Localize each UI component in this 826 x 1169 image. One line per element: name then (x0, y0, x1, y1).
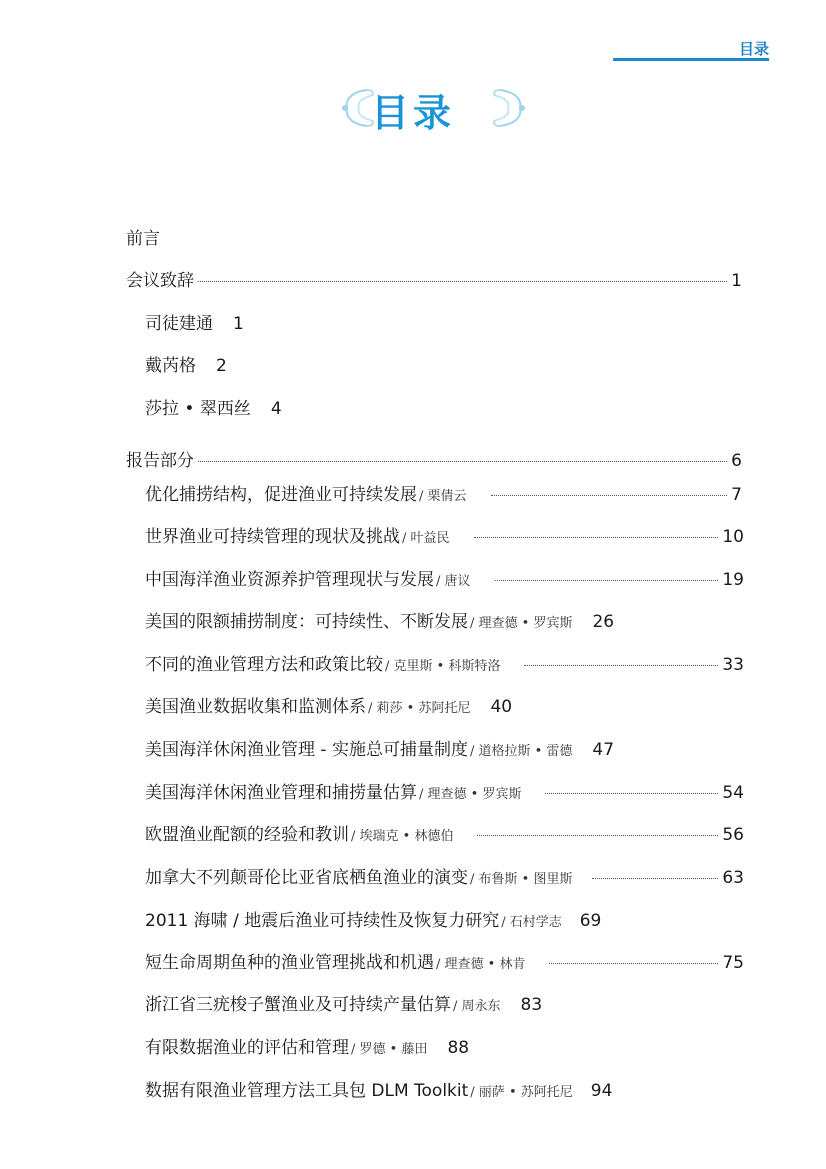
toc-entry-page: 1 (233, 314, 244, 334)
toc-entry-page: 2 (216, 356, 227, 376)
toc-entry[interactable] (145, 565, 744, 595)
dot-leader (477, 835, 718, 836)
toc-entry-author: / 莉莎 • 苏阿托尼 (368, 701, 471, 716)
toc-entry-page: 10 (722, 527, 744, 547)
toc-entry[interactable] (145, 863, 744, 893)
toc-entry-page: 88 (447, 1038, 470, 1058)
toc-entry-title: 欧盟渔业配额的经验和教训 (145, 825, 349, 845)
toc-entry-page: 75 (722, 953, 744, 973)
toc-entry[interactable] (145, 906, 601, 936)
toc-entry-title: 中国海洋渔业资源养护管理现状与发展 (145, 570, 434, 590)
dot-leader (474, 537, 719, 538)
toc-entry-title: 浙江省三疣梭子蟹渔业及可持续产量估算 (145, 995, 451, 1015)
toc-entry-title: 司徒建通 (145, 314, 213, 334)
toc-entry-title: 不同的渔业管理方法和政策比较 (145, 655, 383, 675)
toc-entry-page: 54 (722, 783, 744, 803)
toc-entry-author: / 丽萨 • 苏阿托尼 (470, 1085, 573, 1100)
toc-entry[interactable] (145, 778, 744, 808)
dot-leader (524, 665, 718, 666)
toc-entry-title: 报告部分 (126, 451, 194, 471)
toc-entry-title: 2011 海啸 / 地震后渔业可持续性及恢复力研究 (145, 911, 500, 931)
toc-entry-author: / 罗德 • 藤田 (351, 1042, 428, 1057)
toc-entry[interactable] (145, 1076, 612, 1106)
dot-leader (545, 793, 718, 794)
toc-entry[interactable] (145, 394, 282, 424)
toc-entry[interactable] (145, 309, 244, 339)
toc-entry[interactable] (145, 522, 744, 552)
toc-entry-author: / 理查德 • 罗宾斯 (419, 787, 522, 802)
toc-entry-author: / 埃瑞克 • 林德伯 (351, 829, 454, 844)
toc-entry-page: 7 (731, 485, 742, 505)
toc-entry-title: 美国渔业数据收集和监测体系 (145, 697, 366, 717)
toc-entry-page: 26 (592, 612, 615, 632)
toc-entry-page: 94 (590, 1081, 613, 1101)
toc-entry[interactable] (145, 480, 742, 510)
toc-entry[interactable] (145, 820, 744, 850)
toc-entry-title: 会议致辞 (126, 271, 194, 291)
toc-entry[interactable] (145, 351, 227, 381)
toc-entry-title: 优化捕捞结构，促进渔业可持续发展 (145, 485, 417, 505)
toc-entry-page: 40 (490, 697, 513, 717)
toc-entry-title: 莎拉 • 翠西丝 (145, 399, 251, 419)
toc-entry-title: 美国海洋休闲渔业管理 - 实施总可捕量制度 (145, 740, 468, 760)
toc-entry[interactable] (145, 948, 744, 978)
dot-leader (592, 878, 718, 879)
toc-entry[interactable] (145, 990, 542, 1020)
dot-leader (198, 281, 727, 282)
toc-entry-title: 加拿大不列颠哥伦比亚省底栖鱼渔业的演变 (145, 868, 468, 888)
toc-entry-author: / 栗倩云 (419, 489, 467, 504)
toc-entry-author: / 道格拉斯 • 雷德 (469, 744, 573, 759)
toc-entry-page: 47 (592, 740, 615, 760)
toc-entry-page: 33 (722, 655, 744, 675)
toc-entry-page: 19 (722, 570, 744, 590)
toc-entry-page: 1 (731, 271, 742, 291)
toc-entry[interactable] (145, 607, 614, 637)
toc-entry[interactable] (145, 735, 614, 765)
toc-entry-title: 美国海洋休闲渔业管理和捕捞量估算 (145, 783, 417, 803)
toc-entry-page: 69 (579, 911, 602, 931)
toc-entry-author: / 布鲁斯 • 图里斯 (470, 872, 573, 887)
toc-entry-author: / 叶益民 (402, 531, 450, 546)
toc-entry-reports[interactable] (126, 446, 742, 476)
toc-entry-page: 4 (270, 399, 282, 419)
toc-entry-author: / 克里斯 • 科斯特洛 (385, 659, 501, 674)
toc-entry-title: 世界渔业可持续管理的现状及挑战 (145, 527, 400, 547)
toc-entry-page: 56 (722, 825, 744, 845)
toc-entry[interactable] (145, 1033, 469, 1063)
toc-entry-author: / 理查德 • 罗宾斯 (470, 616, 573, 631)
toc-entry-page: 63 (722, 868, 744, 888)
toc-entry-page: 6 (731, 451, 742, 471)
toc-entry-title: 戴芮格 (145, 356, 196, 376)
dot-leader (198, 461, 727, 462)
toc-entry-title: 短生命周期鱼种的渔业管理挑战和机遇 (145, 953, 434, 973)
toc-entry[interactable] (145, 692, 512, 722)
toc-entry-title: 数据有限渔业管理方法工具包 DLM Toolkit (145, 1081, 469, 1101)
dot-leader (549, 963, 718, 964)
toc-entry-author: / 理查德 • 林肯 (436, 957, 526, 972)
toc-entry-title: 美国的限额捕捞制度：可持续性、不断发展 (145, 612, 468, 632)
toc-entry-author: / 周永东 (453, 999, 501, 1014)
toc-entry-author: / 唐议 (436, 574, 471, 589)
toc-entry-page: 83 (520, 995, 543, 1015)
toc-entry-author: / 石村学志 (501, 915, 562, 930)
page-title: 目录 (370, 91, 455, 135)
toc-entry-title: 有限数据渔业的评估和管理 (145, 1038, 349, 1058)
toc-entry-speeches[interactable] (126, 266, 742, 296)
toc-entry[interactable] (145, 650, 744, 680)
toc-entry-preface[interactable] (126, 224, 160, 254)
dot-leader (491, 495, 728, 496)
running-header-title: 目录 (738, 40, 769, 58)
dot-leader (495, 580, 719, 581)
toc-entry-title: 前言 (126, 229, 160, 249)
